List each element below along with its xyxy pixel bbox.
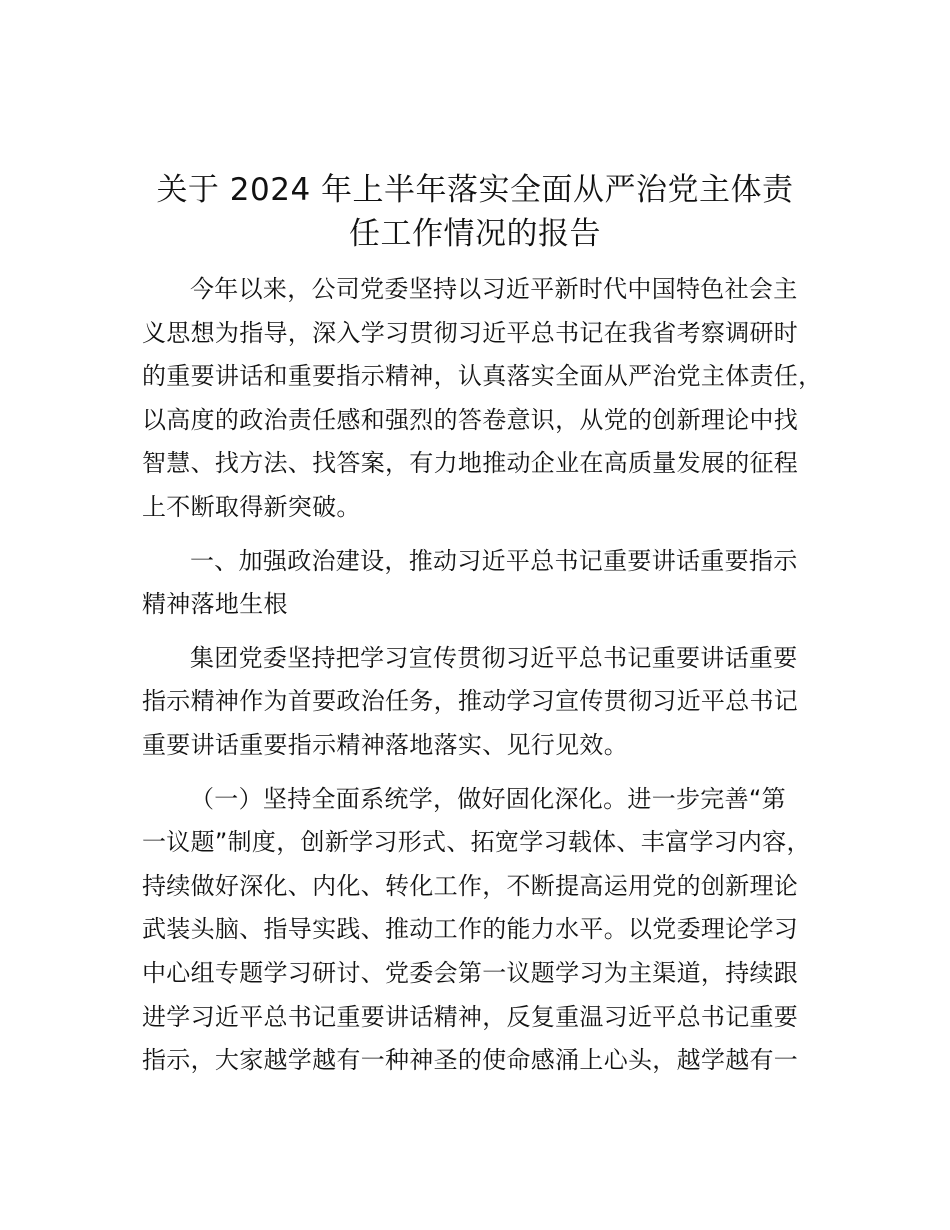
text-line: 上不断取得新突破。 (142, 492, 361, 521)
text-line: （一）坚持全面系统学，做好固化深化。进一步完善“第 (190, 784, 786, 813)
paragraph-intro (142, 268, 832, 530)
text-line: 今年以来，公司党委坚持以习近平新时代中国特色社会主 (190, 275, 798, 303)
heading-line: 一、加强政治建设，推动习近平总书记重要讲话重要指示 (190, 546, 798, 575)
text-line: 指示精神作为首要政治任务，推动学习宣传贯彻习近平总书记 (142, 687, 799, 716)
text-line: 智慧、找方法、找答案，有力地推动企业在高质量发展的征程 (142, 449, 799, 478)
text-line: 一议题”制度，创新学习形式、拓宽学习载体、丰富学习内容， (142, 828, 811, 857)
text-line: 的重要讲话和重要指示精神，认真落实全面从严治党主体责任， (142, 362, 823, 391)
paragraph-subsection-1 (142, 778, 832, 1083)
title-line: 关于 2024 年上半年落实全面从严治党主体责 (156, 172, 794, 208)
document-body (142, 268, 832, 1093)
text-line: 重要讲话重要指示精神落地落实、见行见效。 (142, 730, 628, 759)
title-line: 任工作情况的报告 (349, 216, 601, 252)
text-line: 指示，大家越学越有一种神圣的使命感涌上心头，越学越有一 (142, 1046, 799, 1075)
text-line: 义思想为指导，深入学习贯彻习近平总书记在我省考察调研时 (142, 318, 799, 347)
paragraph-section-1 (142, 637, 832, 768)
text-line: 中心组专题学习研讨、党委会第一议题学习为主渠道，持续跟 (142, 958, 799, 987)
heading-line: 精神落地生根 (142, 590, 288, 619)
text-line: 武装头脑、指导实践、推动工作的能力水平。以党委理论学习 (142, 915, 799, 944)
section-heading-1 (142, 540, 832, 627)
text-line: 进学习近平总书记重要讲话精神，反复重温习近平总书记重要 (142, 1002, 799, 1031)
text-line: 持续做好深化、内化、转化工作，不断提高运用党的创新理论 (142, 871, 799, 900)
text-line: 以高度的政治责任感和强烈的答卷意识，从党的创新理论中找 (142, 405, 799, 434)
text-line: 集团党委坚持把学习宣传贯彻习近平总书记重要讲话重要 (190, 643, 798, 672)
document-title (140, 168, 810, 256)
